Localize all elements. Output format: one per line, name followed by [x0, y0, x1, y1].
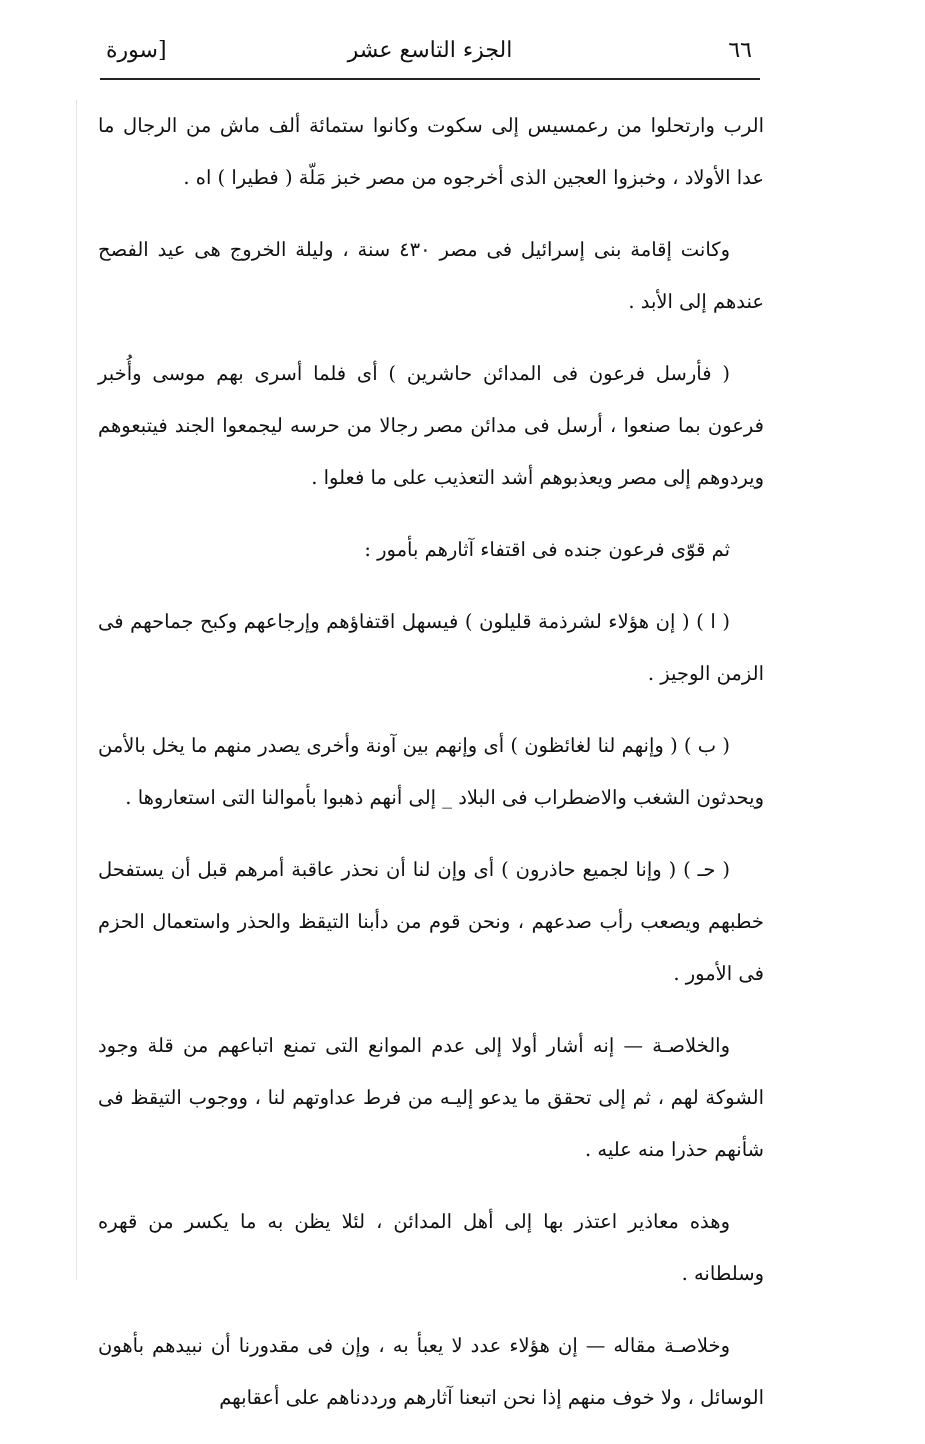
paragraph-4: ثم قوّى فرعون جنده فى اقتفاء آثارهم بأمور :: [364, 538, 730, 561]
page-number: ٦٦: [728, 38, 752, 63]
paragraph-10: وخلاصـة مقاله — إن هؤلاء عدد لا يعبأ به ، وإن فى مقدورنا أن نبيدهم بأهون الوسائل ، ولا خوف منهم إذا نحن اتبعنا آثارهم ورددناهم على أعقابهم: [98, 1334, 764, 1409]
paragraph-6: ( ب ) ( وإنهم لنا لغائظون ) أى وإنهم بين آونة وأخرى يصدر منهم ما يخل بالأمن ويحدثون الشغب والاضطراب فى البلاد _ إلى أنهم ذهبوا بأموالنا التى استعاروها .: [98, 734, 764, 809]
paragraph-3: ( فأرسل فرعون فى المدائن حاشرين ) أى فلما أسرى بهم موسى وأُخبر فرعون بما صنعوا ، أرسل فى مدائن مصر رجالا من حرسه ليجمعوا الجند فيتبعوهم ويردوهم إلى مصر ويعذبوهم أشد التعذيب على ما فعلوا .: [98, 362, 764, 489]
margin-line: [76, 100, 77, 1280]
paragraph-5: ( ا ) ( إن هؤلاء لشرذمة قليلون ) فيسهل اقتفاؤهم وإرجاعهم وكبح جماحهم فى الزمن الوجيز .: [98, 610, 764, 685]
page-header: [100, 36, 760, 76]
paragraph-1: الرب وارتحلوا من رعمسيس إلى سكوت وكانوا ستمائة ألف ماش من الرجال ما عدا الأولاد ، وخبزوا العجين الذى أخرجوه من مصر خبز مَلّة ( فطيرا ) اه .: [98, 114, 764, 189]
paragraph-2: وكانت إقامة بنى إسرائيل فى مصر ٤٣٠ سنة ، وليلة الخروج هى عيد الفصح عندهم إلى الأبد .: [98, 238, 764, 313]
surah-label: سورة]: [106, 38, 167, 63]
page-body: [98, 100, 764, 1444]
paragraph-8: والخلاصـة — إنه أشار أولا إلى عدم الموانع التى تمنع اتباعهم من قلة وجود الشوكة لهم ، ثم إلى تحقق ما يدعو إليـه من فرط عداوتهم لنا ، ووجوب التيقظ فى شأنهم حذرا منه عليه .: [98, 1034, 764, 1161]
header-rule: [100, 78, 760, 80]
paragraph-7: ( حـ ) ( وإنا لجميع حاذرون ) أى وإن لنا أن نحذر عاقبة أمرهم قبل أن يستفحل خطبهم ويصعب رأب صدعهم ، ونحن قوم من دأبنا التيقظ والحذر واستعمال الحزم فى الأمور .: [98, 858, 764, 985]
part-title: الجزء التاسع عشر: [347, 38, 513, 63]
paragraph-9: وهذه معاذير اعتذر بها إلى أهل المدائن ، لئلا يظن به ما يكسر من قهره وسلطانه .: [98, 1210, 764, 1285]
